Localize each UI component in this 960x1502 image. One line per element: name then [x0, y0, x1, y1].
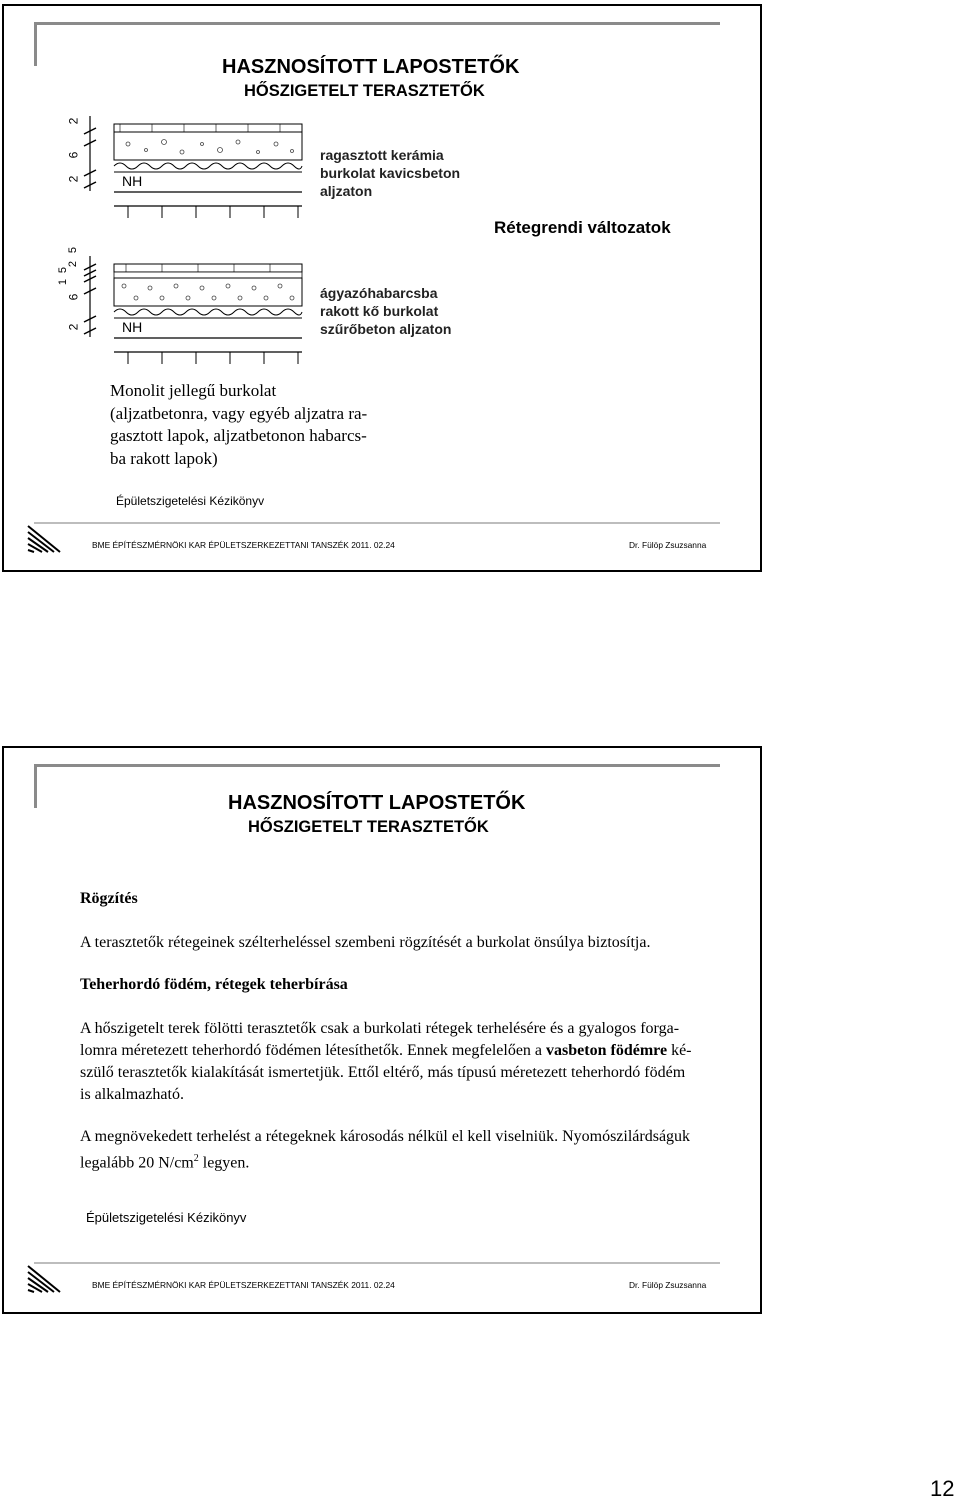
para-text: lomra méretezett teherhordó födémen létesíthetők. Ennek megfelelően a	[80, 1042, 547, 1059]
dim-a-3: 2	[66, 175, 81, 183]
monolit-description	[110, 380, 367, 470]
variants-label: Rétegrendi változatok	[494, 218, 671, 237]
footer-rule	[34, 522, 720, 524]
monolit-line-2: (aljzatbetonra, vagy egyéb aljzatra ra-	[110, 403, 368, 423]
dim-b-5: 6	[66, 293, 81, 301]
heading-teherhordo: Teherhordó födém, rétegek teherbírása	[80, 976, 348, 993]
handbook-label: Épületszigetelési Kézikönyv	[86, 1210, 247, 1225]
section-a-dimensions	[68, 110, 88, 190]
para-teherhordo-line-3: szülő terasztetők kialakítását ismertetjük. Ettől eltérő, más típusú méretezett teherhordó födém	[80, 1064, 686, 1081]
section-b-dimensions	[56, 244, 90, 334]
section-a-label-2: burkolat kavicsbeton	[320, 165, 461, 181]
section-b-label-2: rakott kő burkolat	[320, 303, 439, 319]
dim-b-3: 1	[57, 278, 70, 286]
page-number: 12	[930, 1476, 955, 1501]
para-terheles-line-2	[80, 1148, 249, 1174]
slide-subtitle: HŐSZIGETELT TERASZTETŐK	[244, 82, 485, 100]
nh-label-b: NH	[122, 319, 143, 335]
superscript: 2	[193, 1153, 199, 1164]
para-teherhordo-line-2	[80, 1040, 692, 1062]
slide-corner-horizontal	[34, 22, 720, 25]
footer-institution: BME ÉPÍTÉSZMÉRNÖKI KAR ÉPÜLETSZERKEZETTANI TANSZÉK 2011. 02.24	[92, 1280, 395, 1290]
monolit-line-4: ba rakott lapok)	[110, 448, 218, 468]
dim-b-1: 5	[57, 266, 70, 274]
para-teherhordo-line-4: is alkalmazható.	[80, 1086, 184, 1103]
dim-a-2: 6	[66, 151, 81, 159]
section-b-label-1: ágyazóhabarcsba	[320, 285, 438, 301]
para-rogzites: A terasztetők rétegeinek szélterheléssel szembeni rögzítését a burkolat önsúlya biztosítja.	[80, 934, 651, 951]
heading-rogzites: Rögzítés	[80, 890, 138, 907]
para-text: legalább 20 N/cm	[80, 1154, 194, 1172]
bme-logo-icon	[26, 1264, 64, 1294]
para-terheles-line-1: A megnövekedett terhelést a rétegeknek károsodás nélkül el kell viselniük. Nyomószilárdságuk	[80, 1128, 691, 1145]
nh-label-a: NH	[122, 173, 143, 189]
footer-author: Dr. Fülöp Zsuzsanna	[629, 540, 707, 550]
slide-title: HASZNOSÍTOTT LAPOSTETŐK	[228, 792, 526, 814]
section-a-label-1: ragasztott kerámia	[320, 147, 444, 163]
slide-subtitle: HŐSZIGETELT TERASZTETŐK	[248, 818, 489, 836]
slide-corner-vertical	[34, 22, 37, 66]
dim-b-4: 2	[67, 260, 80, 268]
monolit-line-1: Monolit jellegű burkolat	[110, 381, 277, 400]
footer-rule	[34, 1262, 720, 1264]
handbook-label: Épületszigetelési Kézikönyv	[116, 494, 265, 508]
section-b-label-3: szűrőbeton aljzaton	[320, 321, 452, 337]
layer-section-a-drawing	[62, 106, 312, 226]
dim-b-6: 2	[66, 323, 81, 331]
footer-author: Dr. Fülöp Zsuzsanna	[629, 1280, 707, 1290]
dim-b-2: 5	[67, 246, 80, 254]
para-text: ké-	[667, 1042, 692, 1059]
footer-institution: BME ÉPÍTÉSZMÉRNÖKI KAR ÉPÜLETSZERKEZETTANI TANSZÉK 2011. 02.24	[92, 540, 395, 550]
layer-section-b-drawing	[62, 242, 312, 372]
para-emphasis: vasbeton födémre	[546, 1042, 668, 1059]
bme-logo-icon	[26, 524, 64, 554]
slide-title: HASZNOSÍTOTT LAPOSTETŐK	[222, 56, 520, 78]
para-teherhordo-line-1: A hőszigetelt terek fölötti terasztetők csak a burkolati rétegek terhelésére és a gyalogos forga-	[80, 1020, 680, 1037]
monolit-line-3: gasztott lapok, aljzatbetonon habarcs-	[110, 426, 367, 445]
para-text: legyen.	[198, 1154, 250, 1172]
slide-1	[2, 4, 762, 572]
slide-corner-horizontal	[34, 764, 720, 767]
dim-a-1: 2	[66, 117, 81, 125]
section-a-label-3: aljzaton	[320, 183, 373, 199]
slide-2	[2, 746, 762, 1314]
slide-corner-vertical	[34, 764, 37, 808]
